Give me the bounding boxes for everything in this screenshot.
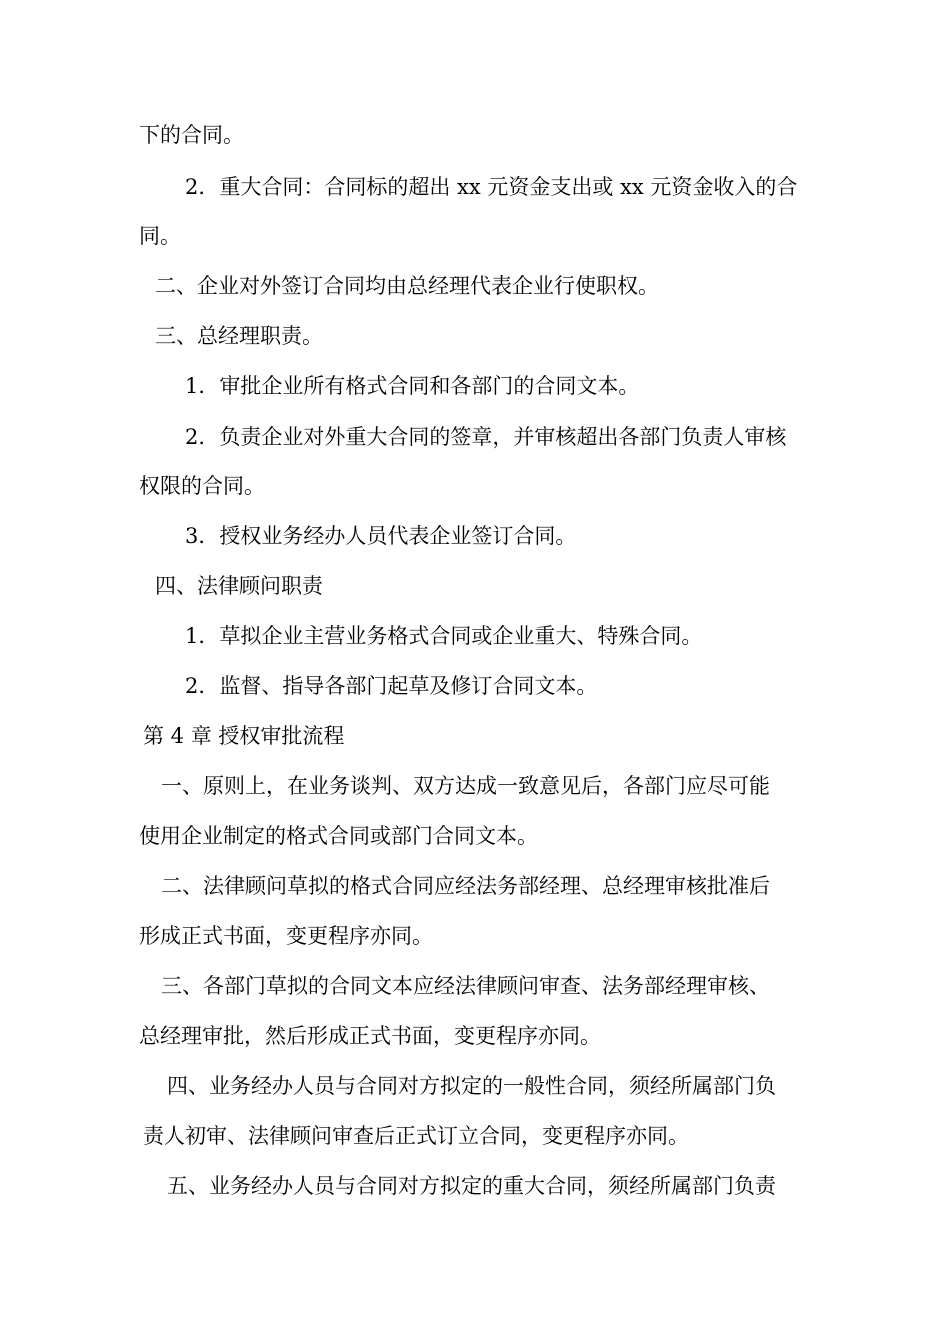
section-heading: 三、总经理职责。 [155,324,323,348]
text-line: 形成正式书面，变更程序亦同。 [139,924,433,948]
text-line: 2．负责企业对外重大合同的签章，并审核超出各部门负责人审核 [185,425,787,449]
section-heading: 二、企业对外签订合同均由总经理代表企业行使职权。 [155,274,659,298]
text-line: 同。 [139,224,181,248]
chapter-heading: 第 4 章 授权审批流程 [143,724,345,748]
text-line: 使用企业制定的格式合同或部门合同文本。 [139,824,538,848]
text-line: 总经理审批，然后形成正式书面，变更程序亦同。 [139,1024,601,1048]
text-line: 五、业务经办人员与合同对方拟定的重大合同，须经所属部门负责 [167,1174,776,1198]
text-line: 2．监督、指导各部门起草及修订合同文本。 [185,674,598,698]
section-heading: 四、法律顾问职责 [155,574,323,598]
text-line: 1．草拟企业主营业务格式合同或企业重大、特殊合同。 [185,624,703,648]
text-line: 1．审批企业所有格式合同和各部门的合同文本。 [185,374,640,398]
text-line: 三、各部门草拟的合同文本应经法律顾问审查、法务部经理审核、 [161,974,770,998]
text-line: 一、原则上，在业务谈判、双方达成一致意见后，各部门应尽可能 [161,774,770,798]
text-line: 2．重大合同：合同标的超出 xx 元资金支出或 xx 元资金收入的合 [185,175,798,199]
text-line: 责人初审、法律顾问审查后正式订立合同，变更程序亦同。 [143,1124,689,1148]
text-line: 下的合同。 [139,123,244,147]
text-line: 二、法律顾问草拟的格式合同应经法务部经理、总经理审核批准后 [161,874,770,898]
text-line: 3．授权业务经办人员代表企业签订合同。 [185,524,577,548]
text-line: 四、业务经办人员与合同对方拟定的一般性合同，须经所属部门负 [167,1074,776,1098]
text-line: 权限的合同。 [139,474,265,498]
